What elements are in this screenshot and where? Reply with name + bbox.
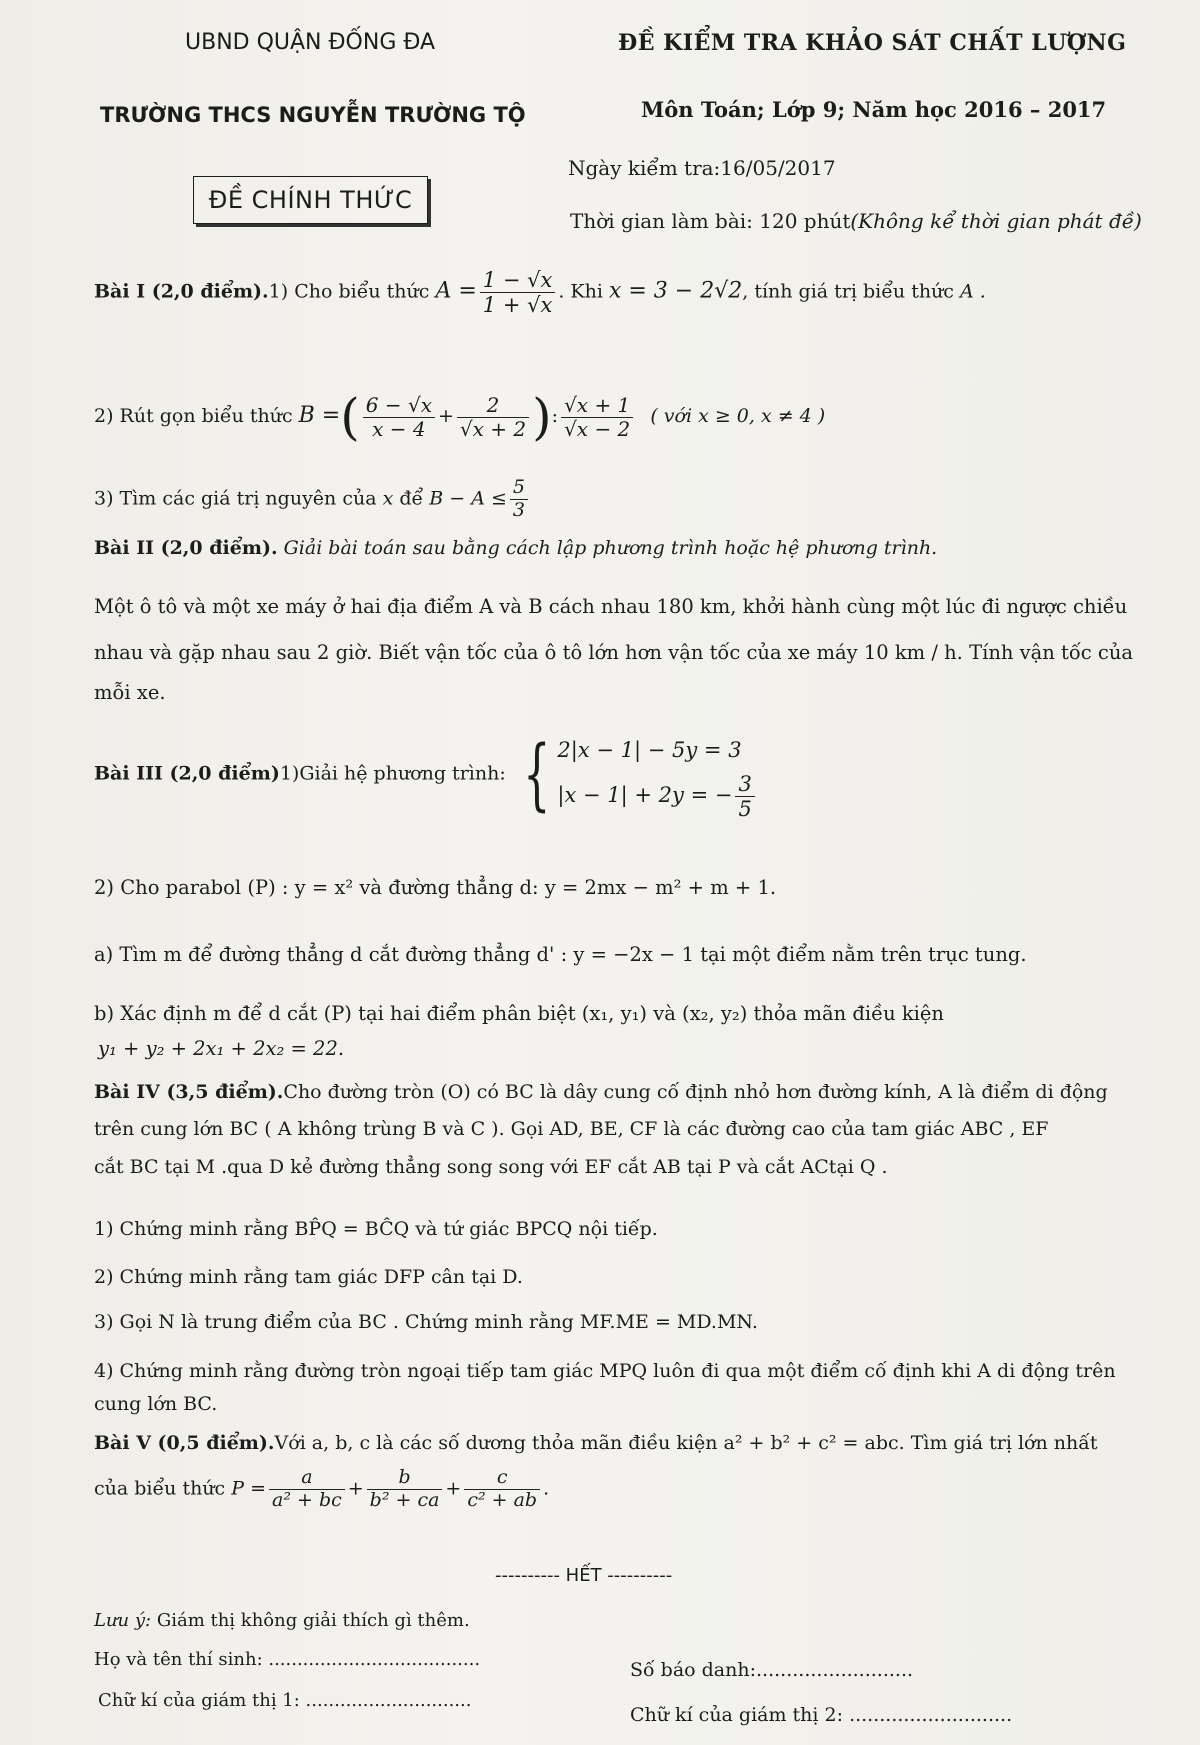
bai5-line1-text: Với a, b, c là các số dương thỏa mãn điều kiện a² + b² + c² = abc. Tìm giá trị lớn nhất <box>274 1432 1098 1454</box>
bai3-title: Bài III (2,0 điểm) <box>94 762 280 785</box>
bai1-q2: 2) Rút gọn biểu thức B =( $\frac{6 - √x}{x - 4}$ + $\frac{2}{√x + 2}$ ): $\frac{√x + 1}{√x - 2}$ ( với x ≥ 0, x ≠ 4 ) <box>94 388 826 446</box>
bai1-q1-suffix: , tính giá trị biểu thức <box>742 280 954 303</box>
bai1-q3-prefix: 3) Tìm các giá trị nguyên của <box>94 487 377 510</box>
official-badge: ĐỀ CHÍNH THỨC <box>193 176 428 224</box>
bai5-f1-num: a <box>269 1467 345 1490</box>
bai5-f3-num: c <box>464 1467 540 1490</box>
bai1-q3-mid: để <box>399 487 424 510</box>
bai1-B-f2-num: 2 <box>457 394 529 418</box>
duration-line <box>570 209 1200 233</box>
bai4-q1: 1) Chứng minh rằng BP̂Q = BĈQ và tứ giác BPCQ nội tiếp. <box>94 1218 658 1240</box>
bai1-q3-x: x <box>382 487 394 510</box>
duration-note: (Không kể thời gian phát đề) <box>850 209 1142 233</box>
proctor2-signature-field: Chữ kí của giám thị 2: ........................... <box>630 1704 1013 1726</box>
bai1-B-f2-den: √x + 2 <box>459 416 527 441</box>
bai1-B-f3-den: √x − 2 <box>564 416 631 441</box>
bai1-q1 <box>94 268 1200 317</box>
bai2-instruction: Giải bài toán sau bằng cách lập phương trình hoặc hệ phương trình. <box>283 537 938 559</box>
note-text: Giám thị không giải thích gì thêm. <box>156 1610 470 1631</box>
equation-2-num: 3 <box>735 772 754 797</box>
bai1-title: Bài I (2,0 điểm). <box>94 280 269 303</box>
bai5-fraction2 <box>367 1467 443 1512</box>
note-label: Lưu ý: <box>94 1610 152 1631</box>
bai4-q2: 2) Chứng minh rằng tam giác DFP cân tại D. <box>94 1266 523 1288</box>
bai1-A-numerator: 1 − √x <box>480 268 556 293</box>
bai1-q3-fraction <box>510 477 528 522</box>
exam-date: Ngày kiểm tra:16/05/2017 <box>568 156 836 180</box>
bai3-qb-line2: y₁ + y₂ + 2x₁ + 2x₂ = 22. <box>98 1037 345 1060</box>
bai3-qb-line1: b) Xác định m để d cắt (P) tại hai điểm phân biệt (x₁, y₁) và (x₂, y₂) thỏa mãn điều kiện <box>94 1002 944 1025</box>
duration-prefix: Thời gian làm bài: 120 phút <box>570 209 851 233</box>
district-name: UBND QUẬN ĐỐNG ĐA <box>185 30 436 55</box>
bai4-title: Bài IV (3,5 điểm). <box>94 1081 284 1103</box>
candidate-name-field: Họ và tên thí sinh: ..................................... <box>94 1649 481 1670</box>
bai1-B-f3-num: √x + 1 <box>561 394 633 418</box>
bai1-x-value: x = 3 − 2√2 <box>608 278 743 304</box>
candidate-number-field: Số báo danh:.......................... <box>630 1659 914 1681</box>
bai5-line2-prefix: của biểu thức <box>94 1477 226 1500</box>
note-line <box>94 1610 1200 1631</box>
bai4-q4-line1: 4) Chứng minh rằng đường tròn ngoại tiếp tam giác MPQ luôn đi qua một điểm cố định khi A di động trên <box>94 1360 1116 1382</box>
bai5-f1-den: a² + bc <box>272 1488 342 1511</box>
bai1-B-label: B = <box>298 403 341 428</box>
bai5-P-label: P = <box>231 1477 266 1500</box>
bai1-q1-end: A . <box>960 280 986 303</box>
exam-title: ĐỀ KIỂM TRA KHẢO SÁT CHẤT LƯỢNG <box>618 30 1127 56</box>
bai1-q3 <box>94 477 1200 522</box>
bai3-q1-prefix: 1)Giải hệ phương trình: <box>279 762 506 785</box>
bai1-q3-den: 3 <box>512 498 526 521</box>
bai3-q1 <box>94 728 1200 821</box>
bai4-line1 <box>94 1081 1200 1103</box>
bai5-line2: của biểu thức P = $\frac{a}{\text{a² + bc}}$ + $\frac{b}{\text{b² + ca}}$ + $\frac{c}{\text{c² + ab}}$ . <box>94 1466 550 1511</box>
equation-2 <box>557 772 757 821</box>
bai5-f2-num: b <box>367 1467 443 1490</box>
school-name: TRƯỜNG THCS NGUYỄN TRƯỜNG TỘ <box>100 103 526 127</box>
bai3-qa: a) Tìm m để đường thẳng d cắt đường thẳng d' : y = −2x − 1 tại một điểm nằm trên trục tung. <box>94 943 1027 966</box>
equation-2-den: 5 <box>738 797 752 822</box>
proctor1-signature-field: Chữ kí của giám thị 1: ............................. <box>98 1690 472 1711</box>
bai2-header <box>94 537 1200 559</box>
equation-2-fraction <box>735 772 754 821</box>
bai5-f2-den: b² + ca <box>369 1488 440 1511</box>
bai1-q1-mid: . Khi <box>558 280 603 303</box>
bai1-B-f1-num: 6 − √x <box>363 394 435 418</box>
end-marker: ---------- HẾT ---------- <box>495 1565 673 1586</box>
bai5-f3-den: c² + ab <box>467 1488 538 1511</box>
equation-2-left: |x − 1| + 2y = − <box>557 783 733 808</box>
bai2-title: Bài II (2,0 điểm). <box>94 537 278 559</box>
bai1-A-label: A = <box>435 278 477 304</box>
bai5-fraction1 <box>269 1467 345 1512</box>
bai2-line3: mỗi xe. <box>94 681 166 704</box>
bai1-A-fraction <box>480 268 556 317</box>
bai1-q2-condition: ( với x ≥ 0, x ≠ 4 ) <box>650 405 826 427</box>
equation-system <box>557 728 757 821</box>
bai1-q2-prefix: 2) Rút gọn biểu thức <box>94 405 293 427</box>
bai1-q3-num: 5 <box>510 477 528 500</box>
bai4-line3: cắt BC tại M .qua D kẻ đường thẳng song song với EF cắt AB tại P và cắt ACtại Q . <box>94 1156 888 1178</box>
system-brace: { <box>522 729 551 820</box>
bai1-B-fraction3 <box>561 394 633 441</box>
bai3-q2: 2) Cho parabol (P) : y = x² và đường thẳng d: y = 2mx − m² + m + 1. <box>94 876 777 899</box>
bai5-line1 <box>94 1432 1200 1454</box>
bai4-line1-text: Cho đường tròn (O) có BC là dây cung cố định nhỏ hơn đường kính, A là điểm di động <box>283 1081 1108 1103</box>
bai1-A-denominator: 1 + √x <box>482 293 553 318</box>
bai1-B-fraction1 <box>363 394 435 441</box>
bai1-B-f1-den: x − 4 <box>372 416 426 441</box>
bai1-q1-prefix: 1) Cho biểu thức <box>268 280 430 303</box>
bai1-q3-expr: B − A ≤ <box>429 487 507 510</box>
bai1-B-fraction2 <box>457 394 529 441</box>
bai4-line2: trên cung lớn BC ( A không trùng B và C ). Gọi AD, BE, CF là các đường cao của tam giác ABC , EF <box>94 1118 1049 1140</box>
bai2-line1: Một ô tô và một xe máy ở hai địa điểm A và B cách nhau 180 km, khởi hành cùng một lúc đi ngược chiều <box>94 595 1128 618</box>
bai4-q4-line2: cung lớn BC. <box>94 1393 218 1415</box>
bai4-q3: 3) Gọi N là trung điểm của BC . Chứng minh rằng MF.ME = MD.MN. <box>94 1311 758 1333</box>
bai5-title: Bài V (0,5 điểm). <box>94 1432 275 1454</box>
subject-line: Môn Toán; Lớp 9; Năm học 2016 – 2017 <box>641 97 1107 122</box>
bai5-fraction3 <box>464 1467 540 1512</box>
equation-1: 2|x − 1| − 5y = 3 <box>557 738 742 762</box>
bai2-line2: nhau và gặp nhau sau 2 giờ. Biết vận tốc của ô tô lớn hơn vận tốc của xe máy 10 km / h. Tính vận tốc của <box>94 641 1134 664</box>
